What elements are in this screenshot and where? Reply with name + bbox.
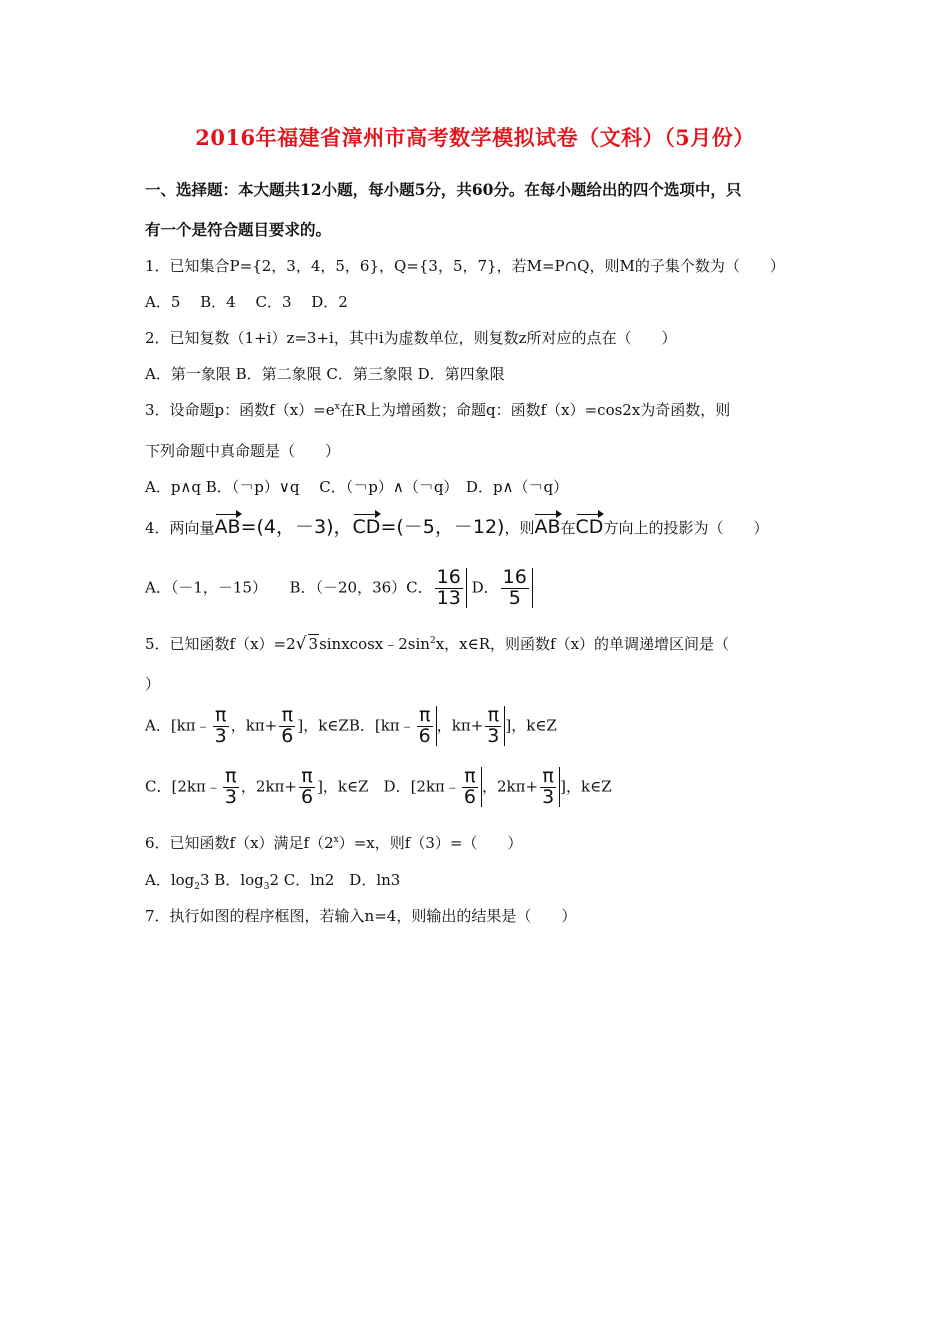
question-5-stem: 5．已知函数f（x）=2√ $3sinxcosx﹣2\sin^2x$，x∈R，则函数f（x）的单调递增区间是（ <box>145 634 730 654</box>
question-3-stem-b: 在R上为增函数；命题q：函数f（x）=cos2x为奇函数，则 <box>339 401 731 419</box>
log-base-2: 2 <box>194 882 200 892</box>
fraction-pi-3: $\frac{\pi}{3}$ <box>224 765 237 808</box>
question-4-prefix: 4．两向量 <box>145 519 215 537</box>
question-5-stem-b: sinxcosx﹣2sin <box>319 635 430 653</box>
question-3-stem-line2: 下列命题中真命题是（ ） <box>145 442 341 460</box>
question-5-stem-c: x，x∈R，则函数f（x）的单调递增区间是（ <box>435 635 730 653</box>
section-heading-line2: 有一个是符合题目要求的。 <box>145 220 332 239</box>
vector-ab-value: =(4，－3)， <box>240 516 353 538</box>
question-3-exponent: x <box>334 402 340 412</box>
vector-cd-2: CD <box>576 513 604 538</box>
section-heading-line1: 一、选择题：本大题共12小题，每小题5分，共60分。在每小题给出的四个选项中，只 <box>145 180 742 199</box>
fraction-bar <box>532 568 533 608</box>
option-d-part3: ]，k∈Z <box>560 777 612 796</box>
question-1-options: A．5 B．4 C．3 D．2 <box>145 293 348 311</box>
fraction-pi-6: $\frac{\pi}{6}$ <box>463 765 477 808</box>
fraction-pi-3: $\frac{\pi}{3}$ <box>542 765 555 808</box>
vector-ab-2: AB <box>534 513 560 538</box>
fraction-pi-6: $\frac{\pi}{6}$ <box>418 704 431 747</box>
question-2-options: A．第一象限 B．第二象限 C．第三象限 D．第四象限 <box>145 365 505 383</box>
question-4-options <box>145 568 533 609</box>
question-1-stem: 1．已知集合P={2，3，4，5，6}，Q={3，5，7}，若M=P∩Q，则M的子集个数为（ ） <box>145 257 785 275</box>
question-3-options: A．p∧q B．（￢p）∨q C．（￢p）∧（￢q） D．p∧（￢q） <box>145 478 569 496</box>
option-b-log: 3 B．log <box>200 871 264 889</box>
question-6-stem-a: 6．已知函数f（x）满足f（2 <box>145 834 334 852</box>
option-a-log: A．log <box>145 871 195 889</box>
question-5-options-ab <box>145 706 557 747</box>
question-3-stem-a: 3．设命题p：函数f（x）=e <box>145 401 335 419</box>
log-base-3: 3 <box>263 882 270 892</box>
question-2-stem: 2．已知复数（1+i）z=3+i，其中i为虚数单位，则复数z所对应的点在（ ） <box>145 329 677 347</box>
question-6-exponent: x <box>333 835 339 845</box>
question-5-options-cd <box>145 767 612 808</box>
question-4-stem <box>145 512 768 539</box>
option-a-part3: ]，k∈ZB．[kπ﹣ <box>297 716 415 735</box>
fraction-pi-6: $\frac{\pi}{6}$ <box>281 704 294 747</box>
vector-ab: AB <box>215 513 241 538</box>
option-c-part2: ，2kπ+ <box>240 777 297 796</box>
vector-cd: CD <box>353 513 381 538</box>
question-4-middle: ，则 <box>504 519 535 537</box>
question-4-mid2: 在 <box>560 519 576 537</box>
question-4-suffix: 方向上的投影为（ ） <box>603 519 769 537</box>
option-d-part2: ，2kπ+ <box>482 777 539 796</box>
question-6-options <box>145 869 400 892</box>
question-4-options-ab: A．（－1，－15） B．（－20，36）C． <box>145 578 433 597</box>
option-b-part2: ，kπ+ <box>436 716 484 735</box>
option-c-part1: C．[2kπ﹣ <box>145 777 221 796</box>
option-cd: 2 C．ln2 D．ln3 <box>269 871 401 889</box>
vector-cd-value: =(－5，－12) <box>380 516 505 538</box>
option-a-part1: A．[kπ﹣ <box>145 716 211 735</box>
question-5-stem-line2: ） <box>145 675 161 693</box>
option-c-part3: ]，k∈Z D．[2kπ﹣ <box>317 777 460 796</box>
fraction-pi-3: $\frac{\pi}{3}$ <box>487 704 500 747</box>
fraction-16-5: $\frac{16}{5}$ <box>502 566 527 609</box>
question-5-exponent: 2 <box>429 636 436 646</box>
question-3-stem <box>145 399 730 420</box>
question-6-stem <box>145 832 522 853</box>
fraction-pi-3: $\frac{\pi}{3}$ <box>214 704 227 747</box>
fraction-16-13: $\frac{16}{13}$ <box>436 566 461 609</box>
fraction-pi-6: $\frac{\pi}{6}$ <box>300 765 314 808</box>
option-a-part2: ，kπ+ <box>230 716 278 735</box>
question-5-stem-a: 5．已知函数f（x）=2 <box>145 635 296 653</box>
sqrt-argument: 3 <box>308 635 319 653</box>
page-title: 2016年福建省漳州市高考数学模拟试卷（文科）（5月份） <box>195 125 755 150</box>
fraction-bar <box>466 568 467 608</box>
option-b-part3: ]，k∈Z <box>505 716 557 735</box>
question-7-stem: 7．执行如图的程序框图，若输入n=4，则输出的结果是（ ） <box>145 907 577 925</box>
question-4-option-d-label: D． <box>471 578 499 597</box>
question-6-stem-b: ）=x，则f（3）=（ ） <box>338 834 523 852</box>
